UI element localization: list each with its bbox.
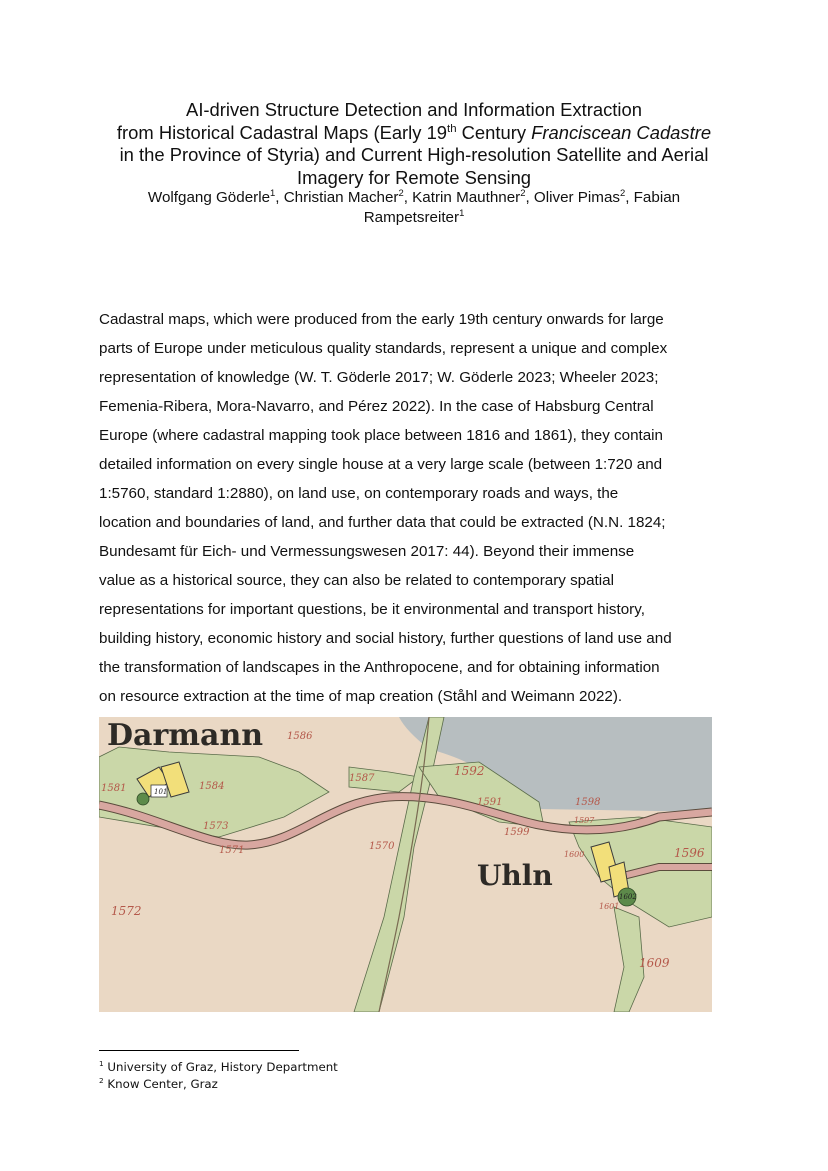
parcel-number: 1609 [639, 956, 670, 970]
parcel-number: 1602 [619, 893, 637, 901]
abstract-line: value as a historical source, they can also be related to contemporary spatial [99, 572, 614, 589]
parcel-number: 1599 [504, 827, 530, 838]
parcel-number: 1600 [564, 850, 585, 859]
footnote-mark: 1 [99, 1059, 104, 1069]
abstract-line: representation of knowledge (W. T. Göderle 2017; W. Göderle 2023; Wheeler 2023; [99, 369, 659, 386]
title-line-2 [60, 122, 768, 145]
author-line-1 [60, 188, 768, 208]
cadastral-map-drawing [99, 717, 712, 1012]
author-macher: , Christian Macher [275, 189, 399, 206]
abstract-line: Europe (where cadastral mapping took place between 1816 and 1861), they contain [99, 427, 663, 444]
affiliation-mark: 1 [270, 186, 276, 198]
parcel-number: 1570 [369, 841, 395, 852]
footnote-text: University of Graz, History Department [103, 1060, 338, 1074]
abstract-line: on resource extraction at the time of map creation (Ståhl and Weimann 2022). [99, 688, 623, 705]
map-place-label-darmann: Darmann [107, 718, 264, 753]
affiliation-mark: 2 [398, 186, 404, 198]
abstract-line: the transformation of landscapes in the Anthropocene, and for obtaining information [99, 659, 660, 676]
parcel-number: 1586 [287, 731, 313, 742]
paper-title [60, 99, 768, 189]
author-mauthner: , Katrin Mauthner [403, 189, 521, 206]
map-place-label-uhln: Uhln [477, 859, 553, 892]
cadastral-map-figure [99, 717, 712, 1012]
footnote-1 [99, 1059, 338, 1076]
parcel-number: 1592 [454, 764, 485, 778]
abstract-line: building history, economic history and social history, further questions of land use and [99, 630, 672, 647]
abstract-line: 1:5760, standard 1:2880), on land use, on contemporary roads and ways, the [99, 485, 619, 502]
parcel-number: 101 [154, 788, 168, 796]
parcel-number: 1591 [477, 797, 503, 808]
affiliation-mark: 1 [459, 206, 465, 218]
footnote-text: Know Center, Graz [103, 1077, 218, 1091]
parcel-number: 1572 [111, 904, 142, 918]
abstract-line: Cadastral maps, which were produced from the early 19th century onwards for large [99, 311, 664, 328]
abstract-line: Femenia-Ribera, Mora-Navarro, and Pérez 2022). In the case of Habsburg Central [99, 398, 654, 415]
title-line-2-mid: Century [456, 121, 532, 143]
abstract-line: representations for important questions, be it environmental and transport history, [99, 601, 645, 618]
abstract-paragraph [99, 305, 739, 711]
title-line-1: AI-driven Structure Detection and Information Extraction [186, 99, 642, 120]
footnotes [99, 1059, 338, 1093]
author-pimas: , Oliver Pimas [525, 189, 620, 206]
parcel-number: 1598 [575, 797, 601, 808]
affiliation-mark: 2 [619, 186, 626, 198]
parcel-number: 1597 [574, 816, 595, 825]
parcel-number: 1571 [219, 845, 245, 856]
abstract-line: location and boundaries of land, and further data that could be extracted (N.N. 1824; [99, 514, 666, 531]
parcel-number: 1601 [599, 902, 620, 911]
abstract-line: Bundesamt für Eich- und Vermessungswesen 2017: 44). Beyond their immense [99, 543, 635, 560]
abstract-line: detailed information on every single house at a very large scale (between 1:720 and [99, 456, 663, 473]
title-superscript: th [447, 122, 457, 135]
parcel-number: 1596 [674, 846, 705, 860]
parcel-number: 1584 [199, 781, 225, 792]
map-garden [137, 793, 149, 805]
author-line-2 [60, 208, 768, 228]
parcel-number: 1581 [101, 783, 127, 794]
affiliation-mark: 2 [520, 186, 526, 198]
title-line-3: in the Province of Styria) and Current High-resolution Satellite and Aerial [119, 144, 709, 165]
footnote-2 [99, 1076, 338, 1093]
title-italic: Franciscean Cadastre [531, 121, 712, 143]
footnote-separator [99, 1050, 299, 1051]
title-line-4: Imagery for Remote Sensing [296, 166, 532, 188]
title-line-2-text: from Historical Cadastral Maps (Early 19 [116, 121, 448, 143]
footnote-mark: 2 [99, 1076, 104, 1086]
author-fabian: , Fabian [625, 189, 681, 206]
abstract-line: parts of Europe under meticulous quality standards, represent a unique and complex [99, 340, 668, 357]
author-rampetsreiter: Rampetsreiter [363, 209, 460, 226]
parcel-number: 1573 [203, 821, 229, 832]
parcel-number: 1587 [349, 773, 375, 784]
author-list [60, 188, 768, 228]
author-goederle: Wolfgang Göderle [147, 189, 271, 206]
